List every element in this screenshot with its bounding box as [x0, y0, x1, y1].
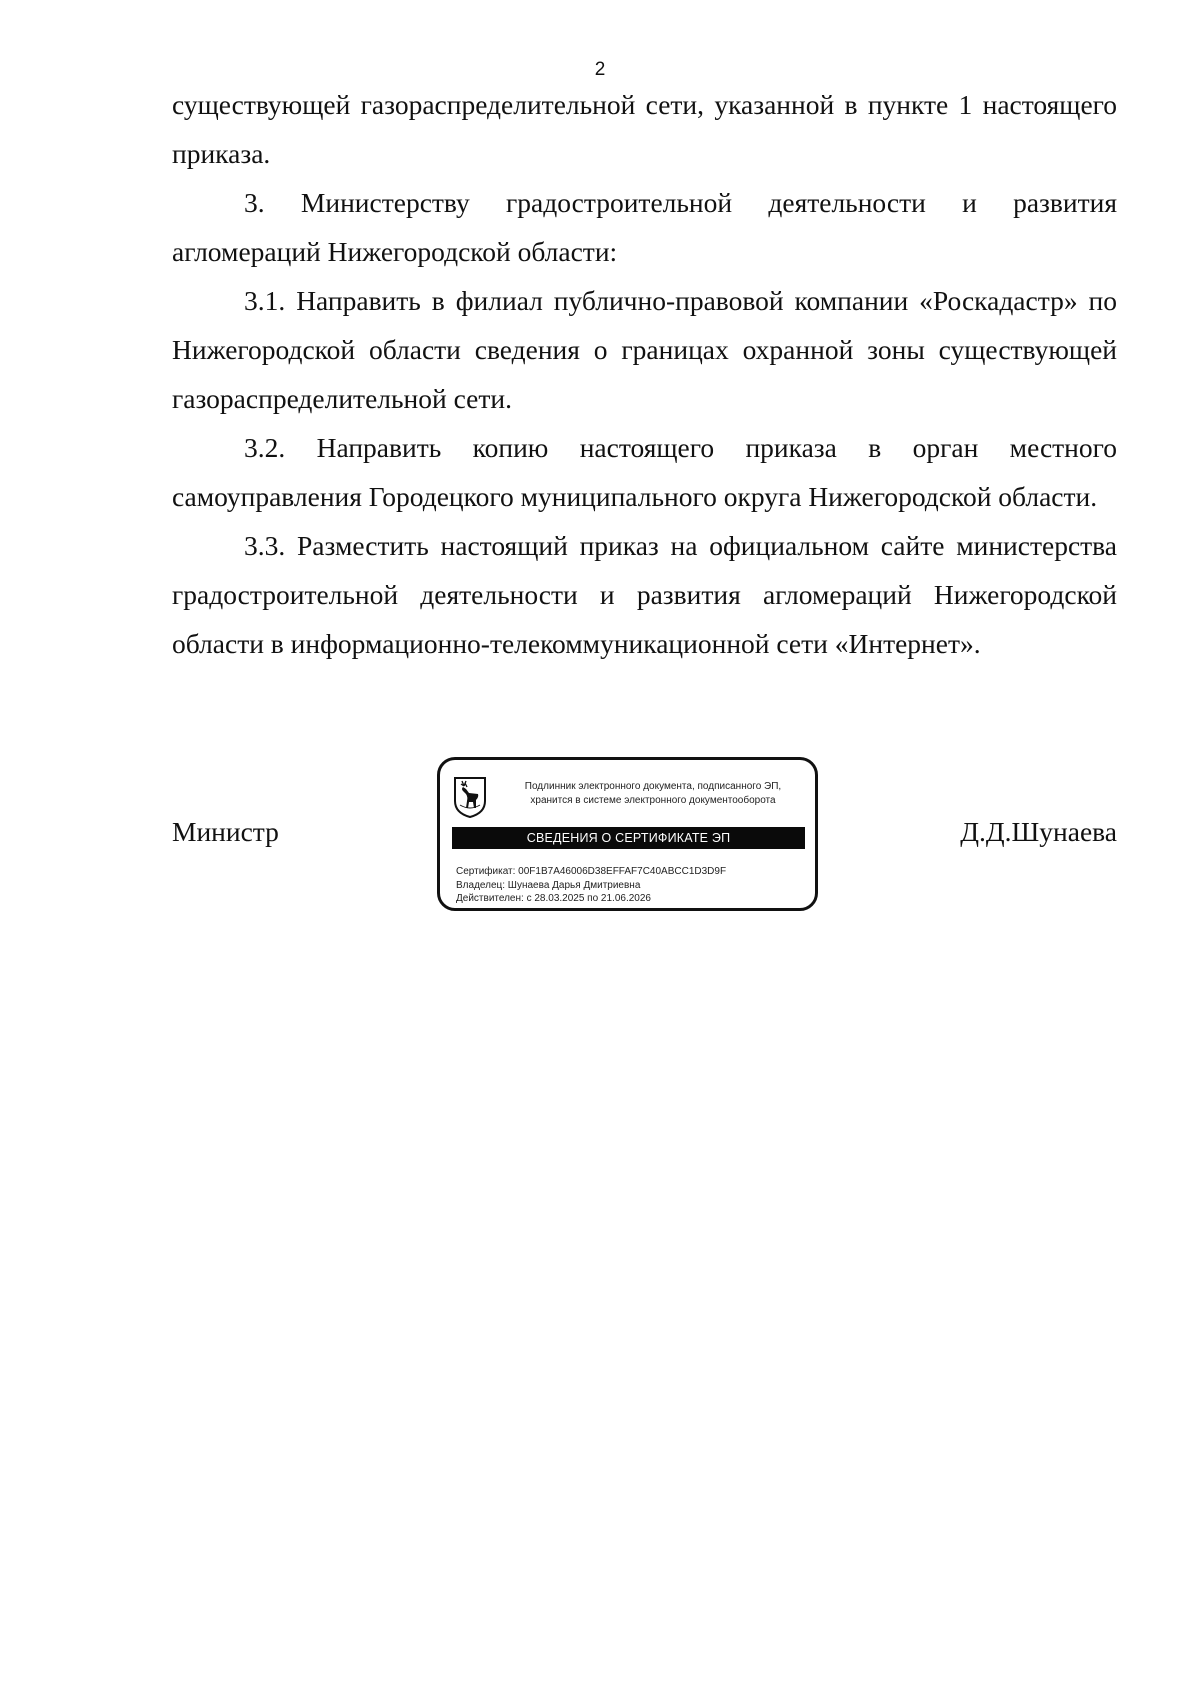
page-number: 2	[594, 59, 606, 80]
stamp-header-line-1: Подлинник электронного документа, подписанного ЭП,	[524, 781, 782, 792]
signer-role: Министр	[172, 816, 279, 847]
certificate-number: Сертификат: 00F1B7A46006D38EFFAF7C40ABCC1D3D9F	[456, 866, 727, 877]
deer-coat-of-arms-icon	[452, 775, 488, 819]
stamp-title-bar: СВЕДЕНИЯ О СЕРТИФИКАТЕ ЭП	[452, 827, 805, 849]
paragraph-continuation: существующей газораспределительной сети, указанной в пункте 1 настоящего приказа.	[172, 89, 1117, 169]
certificate-owner: Владелец: Шунаева Дарья Дмитриевна	[456, 879, 641, 891]
signer-name: Д.Д.Шунаева	[960, 816, 1117, 847]
document-body	[172, 80, 1117, 668]
paragraph-item-3-3: 3.3. Разместить настоящий приказ на официальном сайте министерства градостроительной деятельности и развития агломераций Нижегородской области в информационно-телекоммуникационной сети «Интернет».	[172, 530, 1117, 659]
paragraph-item-3-2: 3.2. Направить копию настоящего приказа в орган местного самоуправления Городецкого муниципального округа Нижегородской области.	[172, 432, 1117, 512]
stamp-certificate-details	[456, 865, 806, 906]
electronic-signature-stamp	[437, 757, 818, 911]
paragraph-item-3: 3. Министерству градостроительной деятельности и развития агломераций Нижегородской области:	[172, 187, 1117, 267]
stamp-header-line-2: хранится в системе электронного документооборота	[530, 795, 776, 806]
paragraph-item-3-1: 3.1. Направить в филиал публично-правовой компании «Роскадастр» по Нижегородской области сведения о границах охранной зоны существующей газораспределительной сети.	[172, 285, 1117, 414]
certificate-validity: Действителен: с 28.03.2025 по 21.06.2026	[456, 893, 651, 904]
stamp-header	[498, 780, 808, 808]
